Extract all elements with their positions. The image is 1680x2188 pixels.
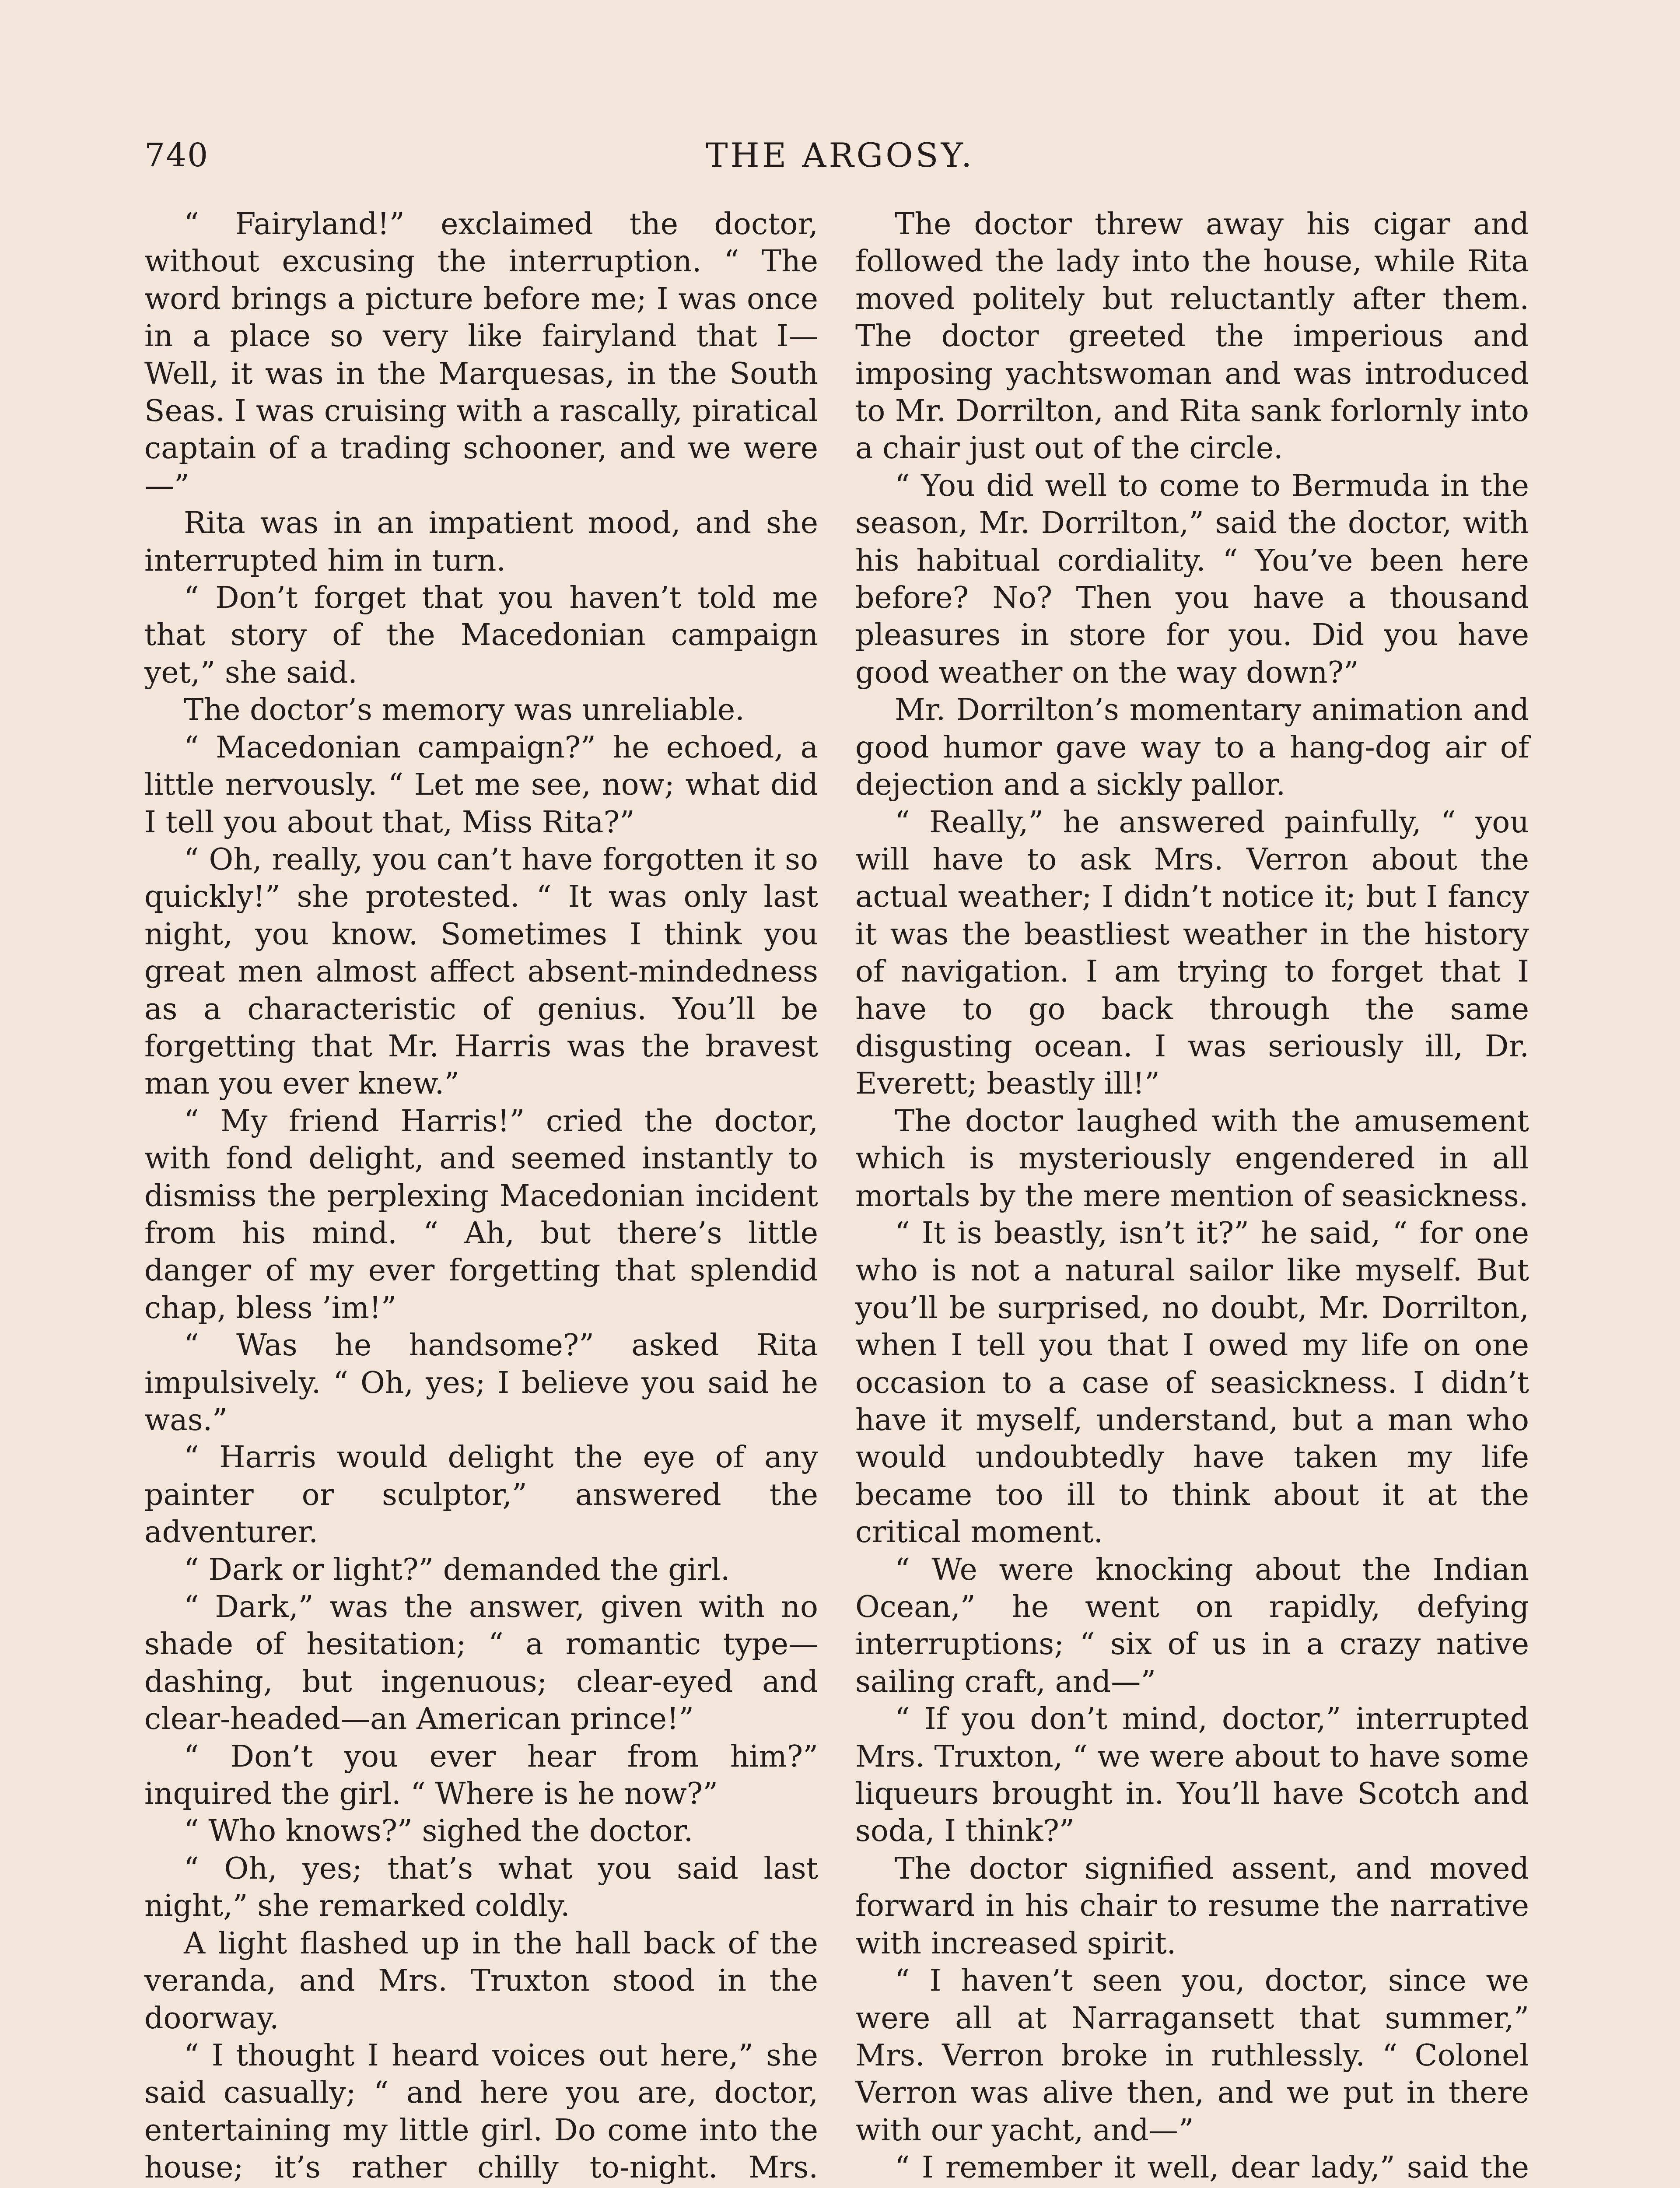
paragraph: Rita was in an impatient mood, and she interrupted him in turn.	[144, 506, 818, 578]
running-title: THE ARGOSY.	[705, 136, 975, 175]
page-header	[140, 131, 1540, 184]
paragraph: “ Was he handsome?” asked Rita impulsively. “ Oh, yes; I believe you said he was.”	[144, 1328, 818, 1438]
paragraph: The doctor’s memory was unreliable.	[184, 693, 745, 728]
paragraph: The doctor threw away his cigar and followed the lady into the house, while Rita moved politely but reluctantly after them. The doctor greeted the imperious and imposing yachtswoman and was introduced to Mr. Dorrilton, and Rita sank forlornly into a chair just out of the circle.	[855, 207, 1529, 466]
paragraph: “ You did well to come to Bermuda in the season, Mr. Dorrilton,” said the doctor, with his habitual cordiality. “ You’ve been here before? No? Then you have a thousand pleasures in store for you. Did you have good weather on the way down?”	[855, 468, 1529, 690]
paragraph: “ Harris would delight the eye of any painter or sculptor,” answered the adventurer.	[144, 1440, 818, 1550]
paragraph: “ Really,” he answered painfully, “ you will have to ask Mrs. Verron about the actual weather; I didn’t notice it; but I fancy it was the beastliest weather in the history of navigation. I am trying to forget that I have to go back through the same disgusting ocean. I was seriously ill, Dr. Everett; beastly ill!”	[855, 805, 1529, 1101]
paragraph: “ Oh, really, you can’t have forgotten it so quickly!” she protested. “ It was only last night, you know. Sometimes I think you great men almost affect absent-mindedness as a characteristic of genius. You’ll be forgetting that Mr. Harris was the bravest man you ever knew.”	[144, 842, 818, 1101]
right-column	[855, 206, 1529, 2188]
left-column	[144, 206, 818, 2188]
paragraph: “ If you don’t mind, doctor,” interrupted Mrs. Truxton, “ we were about to have some liqueurs brought in. You’ll have Scotch and soda, I think?”	[855, 1702, 1529, 1849]
paragraph: “ We were knocking about the Indian Ocean,” he went on rapidly, defying interruptions; “ six of us in a crazy native sailing craft, and—”	[855, 1552, 1529, 1699]
page-number: 740	[144, 137, 209, 174]
paragraph: “ I thought I heard voices out here,” she said casually; “ and here you are, doctor, entertaining my little girl. Do come into the house; it’s rather chilly to-night. Mrs.	[144, 2038, 818, 2185]
paragraph: “ I remember it well, dear lady,” said the	[895, 2150, 1529, 2185]
paragraph: “ Don’t you ever hear from him?” inquired the girl. “ Where is he now?”	[144, 1739, 818, 1812]
paragraph: A light flashed up in the hall back of the veranda, and Mrs. Truxton stood in the doorway.	[144, 1926, 818, 2036]
paragraph: “ My friend Harris!” cried the doctor, with fond delight, and seemed instantly to dismiss the perplexing Macedonian incident from his mind. “ Ah, but there’s little danger of my ever forgetting that splendid chap, bless ’im!”	[144, 1104, 818, 1325]
paragraph: The doctor signified assent, and moved forward in his chair to resume the narrative with increased spirit.	[855, 1851, 1529, 1961]
paragraph: “ I haven’t seen you, doctor, since we were all at Narragansett that summer,” Mrs. Verron broke in ruthlessly. “ Colonel Verron was alive then, and we put in there with our yacht, and—”	[855, 1964, 1529, 2148]
paragraph: Mr. Dorrilton’s momentary animation and good humor gave way to a hang-dog air of dejection and a sickly pallor.	[855, 693, 1529, 803]
paragraph: “ It is beastly, isn’t it?” he said, “ for one who is not a natural sailor like myself. But you’ll be surprised, no doubt, Mr. Dorrilton, when I tell you that I owed my life on one occasion to a case of seasickness. I didn’t have it myself, understand, but a man who would undoubtedly have taken my life became too ill to think about it at the critical moment.	[855, 1216, 1529, 1550]
paragraph: The doctor laughed with the amusement which is mysteriously engendered in all mortals by the mere mention of seasickness.	[855, 1104, 1529, 1213]
paragraph: “ Macedonian campaign?” he echoed, a little nervously. “ Let me see, now; what did I tell you about that, Miss Rita?”	[144, 730, 818, 840]
paragraph: “ Fairyland!” exclaimed the doctor, without excusing the interruption. “ The word brings a picture before me; I was once in a place so very like fairyland that I— Well, it was in the Marquesas, in the South Seas. I was cruising with a rascally, piratical captain of a trading schooner, and we were—”	[144, 207, 818, 503]
paragraph: “ Don’t forget that you haven’t told me that story of the Macedonian campaign yet,” she said.	[144, 581, 818, 690]
paragraph: “ Dark or light?” demanded the girl.	[184, 1552, 730, 1587]
paragraph: “ Dark,” was the answer, given with no shade of hesitation; “ a romantic type—dashing, but ingenuous; clear-eyed and clear-headed—an American prince!”	[144, 1590, 818, 1737]
paragraph: “ Who knows?” sighed the doctor.	[184, 1814, 693, 1849]
paragraph: “ Oh, yes; that’s what you said last night,” she remarked coldly.	[144, 1851, 818, 1924]
